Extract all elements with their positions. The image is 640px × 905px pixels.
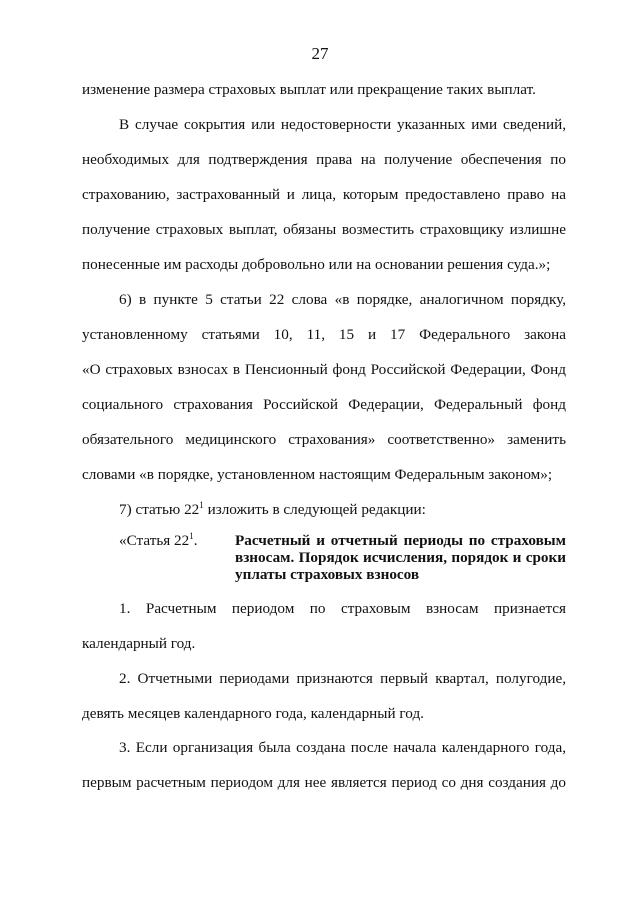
item-7-sup: 1: [199, 500, 204, 510]
text-line: 1. Расчетным периодом по страховым взносам признается: [119, 600, 566, 617]
article-title-line: взносам. Порядок исчисления, порядок и сроки: [235, 549, 566, 566]
text-line: «О страховых взносах в Пенсионный фонд Российской Федерации, Фонд: [82, 361, 566, 378]
text-line: изменение размера страховых выплат или прекращение таких выплат.: [82, 81, 536, 98]
article-label-sup: 1: [189, 531, 194, 541]
text-line: установленному статьями 10, 11, 15 и 17 Федерального закона: [82, 326, 566, 343]
item-7-line: [119, 500, 566, 520]
text-line: 3. Если организация была создана после начала календарного года,: [119, 739, 566, 756]
text-line: девять месяцев календарного года, календарный год.: [82, 705, 424, 722]
article-label-text: «Статья 22: [119, 532, 190, 549]
article-title-line: уплаты страховых взносов: [235, 566, 420, 583]
text-line: необходимых для подтверждения права на получение обеспечения по: [82, 151, 566, 168]
article-label-end: .: [193, 532, 198, 549]
text-line: В случае сокрытия или недостоверности указанных ими сведений,: [119, 116, 566, 133]
text-line: календарный год.: [82, 635, 196, 652]
item-7-suffix: изложить в следующей редакции:: [203, 501, 426, 518]
text-line: 2. Отчетными периодами признаются первый квартал, полугодие,: [119, 670, 566, 687]
text-line: получение страховых выплат, обязаны возместить страховщику излишне: [82, 221, 566, 238]
text-line: первым расчетным периодом для нее является период со дня создания до: [82, 774, 566, 791]
text-line: понесенные им расходы добровольно или на основании решения суда.»;: [82, 256, 551, 273]
text-line: словами «в порядке, установленном настоящим Федеральным законом»;: [82, 466, 553, 483]
article-title-line: Расчетный и отчетный периоды по страховым: [235, 532, 566, 549]
text-line: 6) в пункте 5 статьи 22 слова «в порядке, аналогичном порядку,: [119, 291, 566, 308]
text-line: обязательного медицинского страхования» соответственно» заменить: [82, 431, 566, 448]
item-7-prefix: 7) статью 22: [119, 501, 200, 518]
article-label: [119, 531, 198, 551]
page-number: 27: [311, 44, 329, 63]
text-line: страхованию, застрахованный и лица, которым предоставлено право на: [82, 186, 566, 203]
text-line: социального страхования Российской Федерации, Федеральный фонд: [82, 396, 566, 413]
